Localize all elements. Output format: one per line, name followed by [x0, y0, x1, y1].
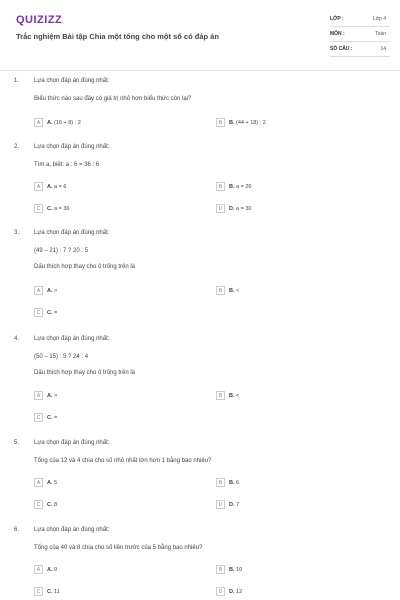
option-label: B.: [229, 566, 235, 573]
option-d[interactable]: [216, 500, 239, 509]
option-a[interactable]: [34, 182, 66, 191]
option-b[interactable]: [216, 391, 239, 400]
option-letter: A: [34, 565, 43, 574]
option-label: A.: [47, 119, 53, 126]
option-letter: C: [34, 500, 43, 509]
option-letter: B: [216, 478, 225, 487]
option-label: C.: [47, 309, 53, 316]
meta-row-class: [330, 12, 390, 27]
option-label: A.: [47, 287, 53, 294]
option-label: C.: [47, 501, 53, 508]
option-text: a = 36: [54, 205, 70, 212]
option-a[interactable]: [34, 478, 57, 487]
option-a[interactable]: [34, 286, 57, 295]
option-text: (16 + 8) : 2: [54, 119, 81, 126]
question-line: Lựa chọn đáp án đúng nhất:: [34, 440, 110, 446]
option-text: =: [54, 414, 58, 421]
option-letter: C: [34, 413, 43, 422]
option-label: D.: [229, 588, 235, 595]
option-label: B.: [229, 479, 235, 486]
option-a[interactable]: [34, 565, 57, 574]
option-label: C.: [47, 205, 53, 212]
option-label: D.: [229, 501, 235, 508]
option-text: a = 30: [236, 205, 252, 212]
question-line: Lựa chọn đáp án đúng nhất:: [34, 336, 110, 342]
meta-row-count: [330, 42, 390, 57]
question-line: Lựa chọn đáp án đúng nhất:: [34, 527, 110, 533]
option-letter: C: [34, 204, 43, 213]
option-text: >: [54, 287, 58, 294]
question-line: Lựa chọn đáp án đúng nhất:: [34, 144, 110, 150]
option-a[interactable]: [34, 391, 57, 400]
option-text: =: [54, 309, 58, 316]
question-line: Lựa chọn đáp án đúng nhất:: [34, 78, 110, 84]
worksheet-title: Trắc nghiệm Bài tập Chia một tổng cho một số có đáp án: [16, 32, 219, 41]
header-divider: [0, 70, 400, 71]
question-number: 3.: [14, 230, 20, 236]
question-number: 2.: [14, 144, 20, 150]
question-line: Dấu thích hợp thay cho ô trống trên là: [34, 264, 135, 270]
meta-value: 14: [380, 46, 386, 52]
option-b[interactable]: [216, 182, 251, 191]
option-text: 10: [236, 566, 243, 573]
option-letter: A: [34, 478, 43, 487]
option-text: 6: [236, 479, 240, 486]
question-number: 4.: [14, 336, 20, 342]
option-label: C.: [47, 414, 53, 421]
option-label: D.: [229, 205, 235, 212]
option-letter: A: [34, 118, 43, 127]
meta-key: LỚP :: [330, 16, 344, 22]
option-text: a = 6: [54, 183, 67, 190]
option-text: <: [236, 392, 240, 399]
question-line: Lựa chọn đáp án đúng nhất:: [34, 230, 110, 236]
worksheet-header: [0, 0, 400, 66]
option-b[interactable]: [216, 118, 266, 127]
option-d[interactable]: [216, 587, 242, 596]
option-letter: A: [34, 391, 43, 400]
option-letter: D: [216, 500, 225, 509]
option-letter: D: [216, 587, 225, 596]
option-label: A.: [47, 479, 53, 486]
question-line: Tổng của 12 và 4 chia cho số nhỏ nhất lớn hơn 1 bằng bao nhiêu?: [34, 458, 212, 464]
option-label: B.: [229, 392, 235, 399]
option-text: (44 + 18) : 2: [236, 119, 266, 126]
option-label: A.: [47, 392, 53, 399]
question-number: 6.: [14, 527, 20, 533]
option-b[interactable]: [216, 286, 239, 295]
option-letter: D: [216, 204, 225, 213]
meta-table: [330, 12, 390, 57]
option-text: 7: [236, 501, 240, 508]
option-a[interactable]: [34, 118, 81, 127]
option-text: 5: [54, 479, 58, 486]
question-line: (49 – 21) : 7 ? 20 : 5: [34, 248, 89, 254]
meta-row-subject: [330, 27, 390, 42]
meta-value: Lớp 4: [372, 16, 386, 22]
question-line: Biểu thức nào sau đây có giá trị nhỏ hơn biểu thức còn lại?: [34, 96, 192, 102]
option-c[interactable]: [34, 308, 57, 317]
option-letter: B: [216, 286, 225, 295]
option-letter: C: [34, 587, 43, 596]
option-letter: B: [216, 391, 225, 400]
option-text: 12: [236, 588, 243, 595]
option-letter: C: [34, 308, 43, 317]
meta-key: SỐ CÂU :: [330, 46, 353, 52]
question-line: (50 – 15) : 5 ? 24 : 4: [34, 354, 89, 360]
quizizz-logo: QUIZIZZ: [16, 14, 63, 26]
question-line: Tổng của 40 và 8 chia cho số liền trước của 5 bằng bao nhiêu?: [34, 545, 203, 551]
option-b[interactable]: [216, 565, 242, 574]
option-text: 8: [54, 501, 58, 508]
option-letter: B: [216, 182, 225, 191]
option-label: B.: [229, 183, 235, 190]
option-label: A.: [47, 566, 53, 573]
option-letter: A: [34, 182, 43, 191]
option-label: C.: [47, 588, 53, 595]
option-letter: B: [216, 565, 225, 574]
option-letter: A: [34, 286, 43, 295]
option-text: >: [54, 392, 58, 399]
option-text: <: [236, 287, 240, 294]
option-label: A.: [47, 183, 53, 190]
option-label: B.: [229, 287, 235, 294]
option-text: 11: [54, 588, 60, 595]
option-text: 9: [54, 566, 58, 573]
option-c[interactable]: [34, 587, 60, 596]
option-c[interactable]: [34, 413, 57, 422]
option-b[interactable]: [216, 478, 239, 487]
option-d[interactable]: [216, 204, 251, 213]
question-line: Dấu thích hợp thay cho ô trống trên là: [34, 370, 135, 376]
option-label: B.: [229, 119, 235, 126]
option-c[interactable]: [34, 500, 57, 509]
option-letter: B: [216, 118, 225, 127]
question-line: Tìm a, biết: a : 6 = 36 : 6: [34, 162, 100, 168]
meta-value: Toán: [375, 31, 386, 37]
question-number: 1.: [14, 78, 20, 84]
option-c[interactable]: [34, 204, 69, 213]
option-text: a = 26: [236, 183, 252, 190]
meta-key: MÔN :: [330, 31, 345, 37]
question-number: 5.: [14, 440, 20, 446]
